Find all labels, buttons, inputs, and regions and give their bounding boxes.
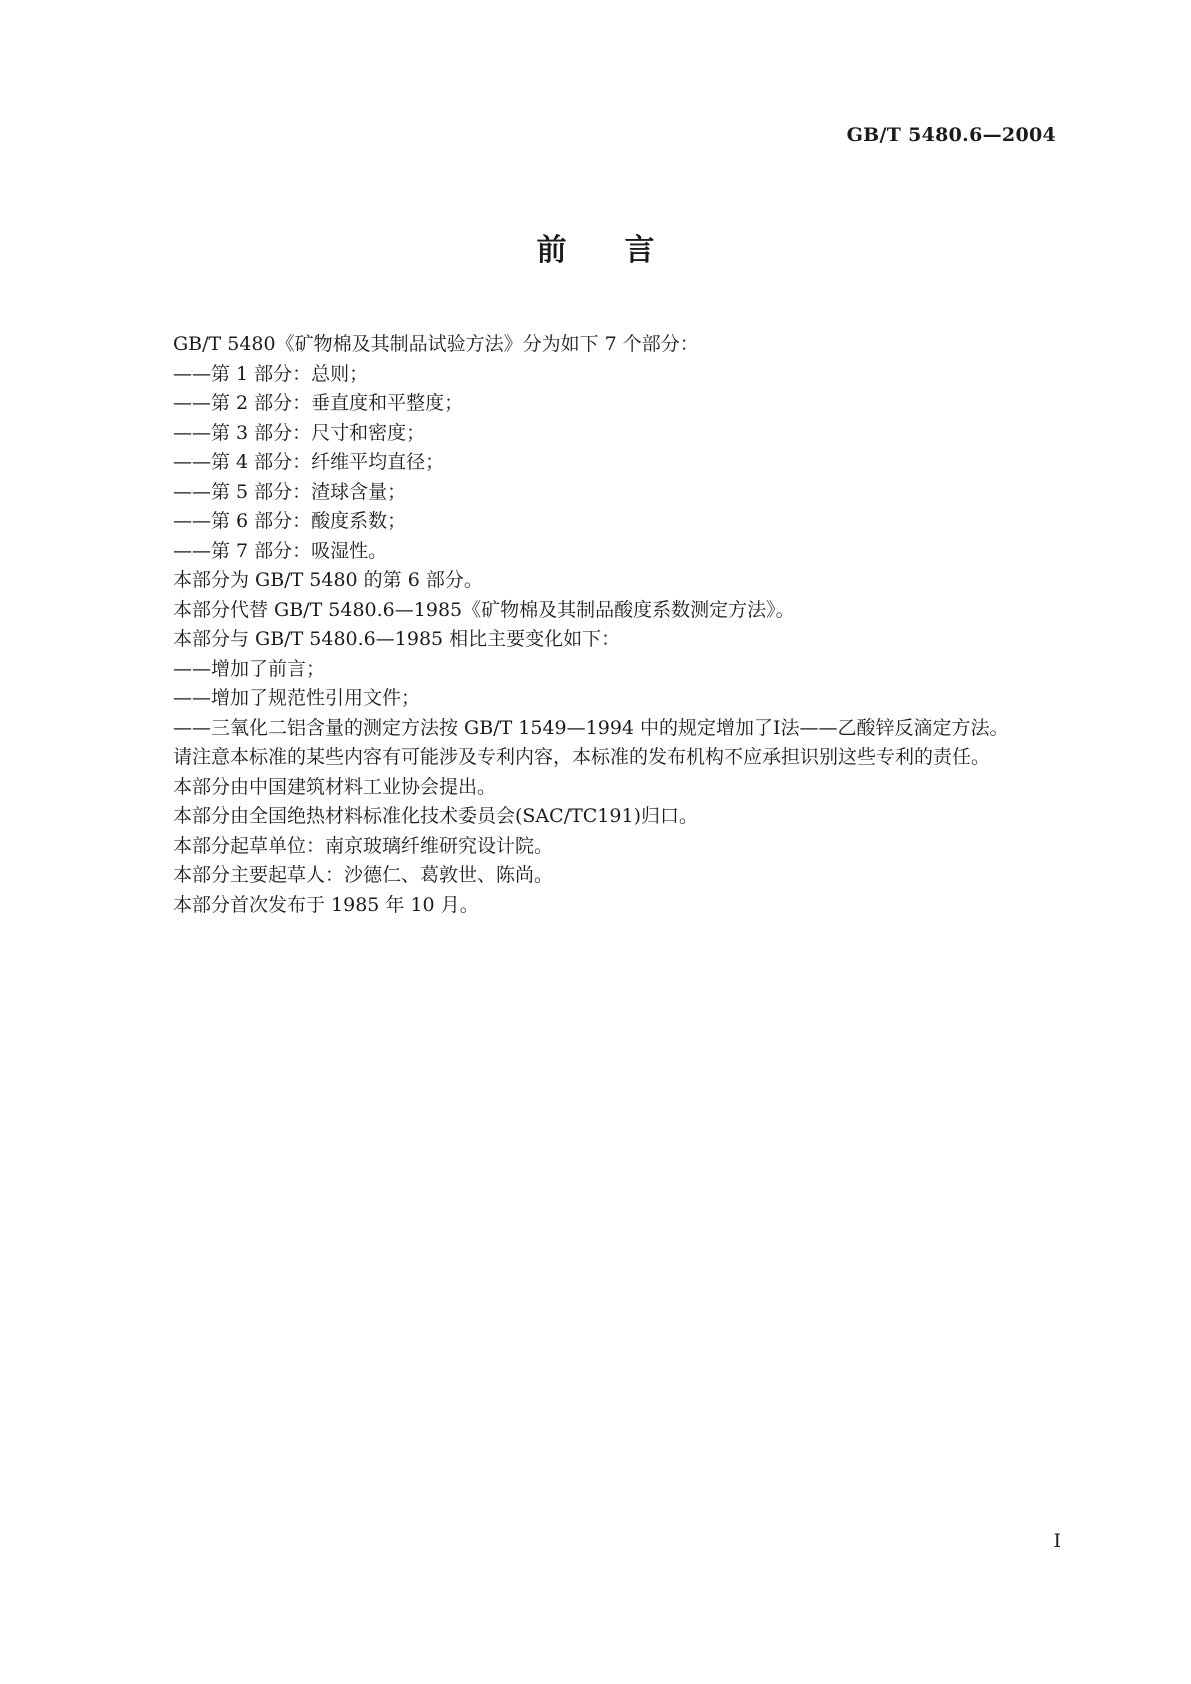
paragraph-scope: 本部分为 GB/T 5480 的第 6 部分。	[173, 569, 483, 591]
paragraph-changes: 本部分与 GB/T 5480.6—1985 相比主要变化如下：	[173, 628, 621, 650]
paragraph-drafters: 本部分主要起草人：沙德仁、葛敦世、陈尚。	[173, 864, 554, 886]
paragraph-proposer: 本部分由中国建筑材料工业协会提出。	[173, 775, 497, 798]
page-number: Ⅰ	[1053, 1530, 1061, 1552]
list-item-part-1: ——第 1 部分：总则；	[173, 362, 369, 385]
page-title: 前言	[536, 233, 713, 268]
standard-number: GB/T 5480.6—2004	[846, 124, 1056, 146]
paragraph-committee: 本部分由全国绝热材料标准化技术委员会(SAC/TC191)归口。	[173, 805, 698, 827]
list-item-part-4: ——第 4 部分：纤维平均直径；	[173, 451, 445, 473]
list-item-change-2: ——增加了规范性引用文件；	[173, 687, 421, 709]
list-item-part-5: ——第 5 部分：渣球含量；	[173, 480, 407, 503]
list-item-change-1: ——增加了前言；	[173, 657, 326, 680]
list-item-change-3: ——三氧化二铝含量的测定方法按 GB/T 1549—1994 中的规定增加了Ⅰ法——乙酸锌反滴定方法。	[173, 716, 1009, 739]
paragraph-replaces: 本部分代替 GB/T 5480.6—1985《矿物棉及其制品酸度系数测定方法》。	[173, 598, 795, 621]
paragraph-first-issue: 本部分首次发布于 1985 年 10 月。	[173, 893, 479, 916]
foreword-body	[173, 330, 1053, 920]
list-item-part-6: ——第 6 部分：酸度系数；	[173, 510, 407, 532]
paragraph-drafting-unit: 本部分起草单位：南京玻璃纤维研究设计院。	[173, 834, 554, 857]
list-item-part-7: ——第 7 部分：吸湿性。	[173, 539, 388, 562]
list-item-part-2: ——第 2 部分：垂直度和平整度；	[173, 392, 464, 414]
paragraph-patent-notice: 请注意本标准的某些内容有可能涉及专利内容，本标准的发布机构不应承担识别这些专利的责任。	[173, 746, 991, 768]
list-item-part-3: ——第 3 部分：尺寸和密度；	[173, 421, 426, 444]
paragraph-intro: GB/T 5480《矿物棉及其制品试验方法》分为如下 7 个部分：	[173, 333, 699, 355]
